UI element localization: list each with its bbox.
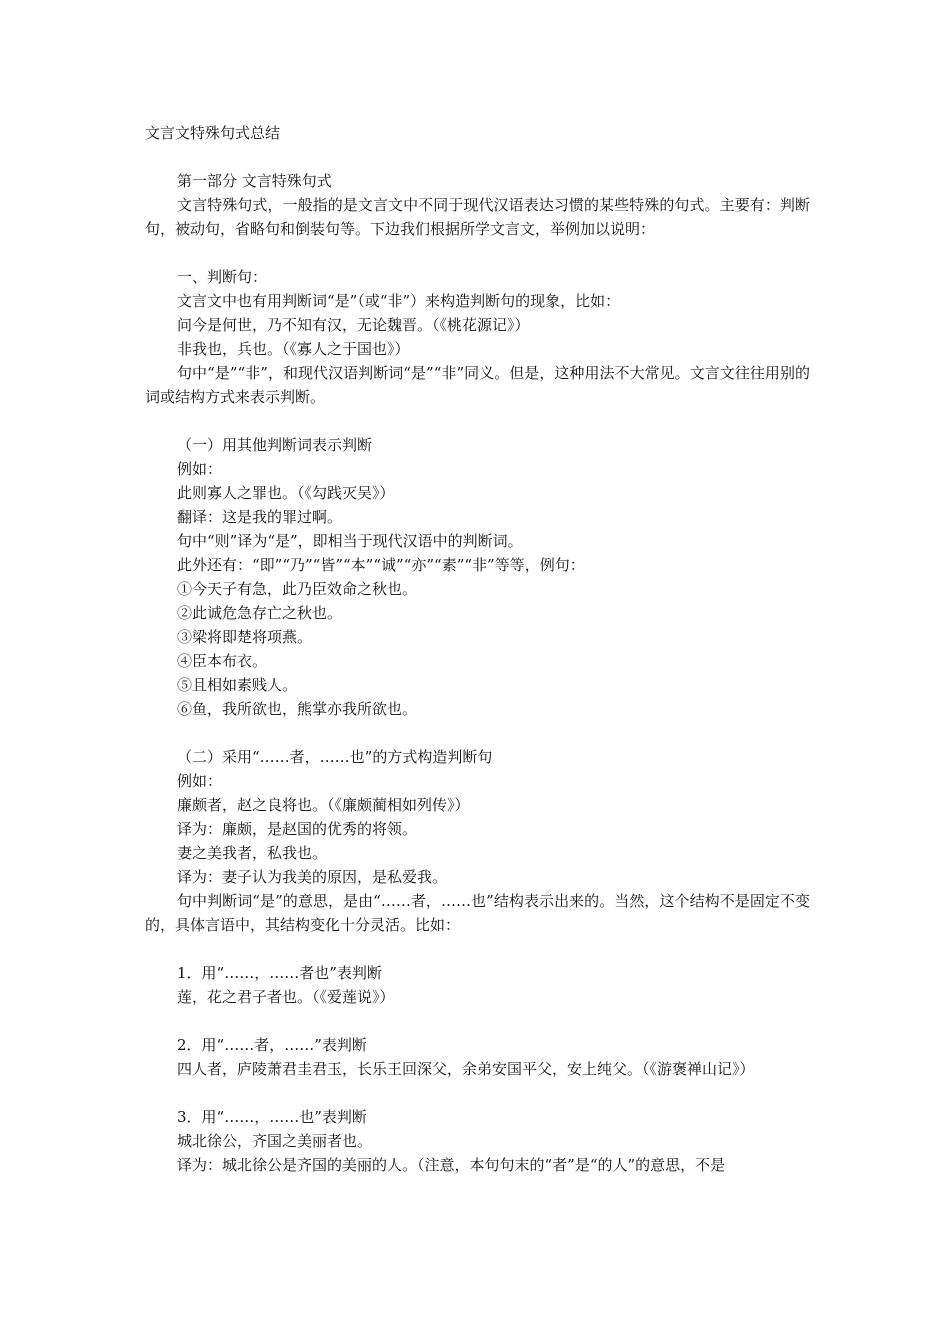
subsection2-line: 译为：廉颇，是赵国的优秀的将领。	[177, 820, 418, 838]
intro-paragraph: 文言特殊句式，一般指的是文言文中不同于现代汉语表达习惯的某些特殊的句式。主要有：判断句，被动句，省略句和倒装句等。下边我们根据所学文言文，举例加以说明：	[145, 196, 810, 238]
document-page	[145, 121, 810, 1177]
subsection2-paragraph: 句中判断词“是”的意思，是由“……者，……也”结构表示出来的。当然，这个结构不是固定不变的，具体言语中，其结构变化十分灵活。比如：	[145, 892, 810, 934]
numbered-heading-1: 1．用“……，……者也”表判断	[177, 964, 382, 982]
example-item: ⑥鱼，我所欲也，熊掌亦我所欲也。	[177, 700, 418, 718]
part1-heading: 第一部分 文言特殊句式	[177, 172, 332, 190]
spacer	[145, 1009, 810, 1033]
section1-line: 文言文中也有用判断词“是”（或“非”）来构造判断句的现象，比如：	[177, 292, 621, 310]
subsection1-heading: （一）用其他判断词表示判断	[177, 436, 373, 454]
spacer	[145, 145, 810, 169]
subsection1-line: 此外还有：“即”“乃”“皆”“本”“诚”“亦”“素”“非”等等，例句：	[177, 556, 585, 574]
numbered-heading-2: 2．用“……者，……”表判断	[177, 1036, 367, 1054]
section1-heading: 一、判断句：	[177, 268, 268, 286]
section1-line: 问今是何世，乃不知有汉，无论魏晋。（《桃花源记》）	[177, 316, 530, 334]
numbered-line: 译为：城北徐公是齐国的美丽的人。（注意，本句句末的“者”是“的人”的意思，不是	[177, 1156, 726, 1174]
spacer	[145, 1081, 810, 1105]
numbered-heading-3: 3．用“……，……也”表判断	[177, 1108, 367, 1126]
subsection1-line: 例如：	[177, 460, 223, 478]
example-item: ①今天子有急，此乃臣效命之秋也。	[177, 580, 418, 598]
example-item: ⑤且相如素贱人。	[177, 676, 298, 694]
numbered-line: 四人者，庐陵萧君圭君玉，长乐王回深父，余弟安国平父，安上纯父。（《游褒禅山记》）	[177, 1060, 755, 1078]
subsection1-line: 翻译：这是我的罪过啊。	[177, 508, 343, 526]
subsection2-line: 妻之美我者，私我也。	[177, 844, 328, 862]
subsection1-line: 句中“则”译为“是”，即相当于现代汉语中的判断词。	[177, 532, 523, 550]
example-item: ②此诚危急存亡之秋也。	[177, 604, 343, 622]
subsection2-line: 廉颇者，赵之良将也。（《廉颇蔺相如列传》）	[177, 796, 470, 814]
section1-line: 非我也，兵也。（《寡人之于国也》）	[177, 340, 410, 358]
numbered-line: 莲，花之君子者也。（《爱莲说》）	[177, 988, 395, 1006]
numbered-line: 城北徐公，齐国之美丽者也。	[177, 1132, 373, 1150]
spacer	[145, 241, 810, 265]
example-item: ④臣本布衣。	[177, 652, 268, 670]
spacer	[145, 937, 810, 961]
document-title: 文言文特殊句式总结	[145, 124, 281, 142]
subsection2-line: 例如：	[177, 772, 223, 790]
section1-paragraph: 句中“是”“非”，和现代汉语判断词“是”“非”同义。但是，这种用法不大常见。文言文往往用别的词或结构方式来表示判断。	[145, 364, 810, 406]
subsection2-line: 译为：妻子认为我美的原因，是私爱我。	[177, 868, 448, 886]
subsection2-heading: （二）采用“……者，……也”的方式构造判断句	[177, 748, 493, 766]
spacer	[145, 409, 810, 433]
example-item: ③梁将即楚将项燕。	[177, 628, 313, 646]
spacer	[145, 721, 810, 745]
subsection1-line: 此则寡人之罪也。（《勾践灭吴》）	[177, 484, 395, 502]
